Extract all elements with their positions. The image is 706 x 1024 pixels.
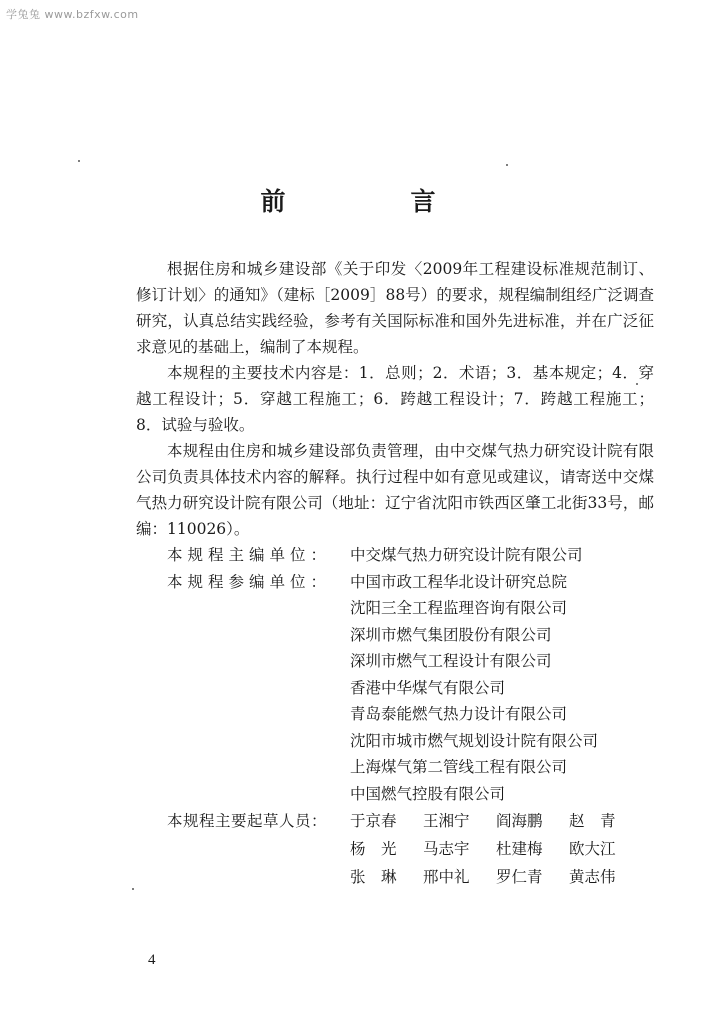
drafters-row bbox=[136, 863, 654, 891]
page-title: 前 言 bbox=[260, 187, 486, 216]
drafters-label: 本规程主要起草人员： bbox=[167, 812, 328, 830]
participating-unit-row bbox=[136, 648, 654, 675]
participating-unit: 沈阳市城市燃气规划设计院有限公司 bbox=[350, 731, 599, 750]
paragraph-management: 本规程由住房和城乡建设部负责管理，由中交煤气热力研究设计院有限公司负责具体技术内容的解释。执行过程中如有意见或建议，请寄送中交煤气热力研究设计院有限公司（地址：辽宁省沈阳市铁西区肇工北街33号，邮编：110026）。 bbox=[136, 442, 654, 538]
drafters-row bbox=[136, 835, 654, 863]
chief-unit-value: 中交煤气热力研究设计院有限公司 bbox=[350, 546, 583, 565]
document-body bbox=[136, 256, 654, 891]
watermark: 学兔兔 www.bzfxw.com bbox=[6, 8, 139, 21]
page-number: 4 bbox=[148, 952, 156, 968]
drafter-name: 黄志伟 bbox=[569, 868, 616, 886]
drafter-name: 张 琳 bbox=[350, 868, 397, 886]
participating-units-label: 本规程参编单位： bbox=[167, 572, 332, 591]
scan-speck bbox=[132, 888, 134, 890]
drafter-name: 邢中礼 bbox=[423, 868, 470, 886]
participating-unit: 上海煤气第二管线工程有限公司 bbox=[350, 758, 568, 777]
drafter-name: 于京春 bbox=[350, 812, 397, 830]
paragraph-basis: 根据住房和城乡建设部《关于印发〈2009年工程建设标准规范制订、修订计划〉的通知》（建标［2009］88号）的要求，规程编制组经广泛调查研究，认真总结实践经验，参考有关国际标准和国外先进标准，并在广泛征求意见的基础上，编制了本规程。 bbox=[136, 260, 654, 356]
participating-unit: 深圳市燃气工程设计有限公司 bbox=[350, 652, 552, 671]
drafter-name: 杨 光 bbox=[350, 840, 397, 858]
participating-unit: 香港中华煤气有限公司 bbox=[350, 678, 506, 697]
chief-unit-row bbox=[136, 542, 654, 569]
drafter-name: 赵 青 bbox=[569, 812, 616, 830]
participating-unit: 中国市政工程华北设计研究总院 bbox=[350, 572, 568, 591]
participating-unit-row bbox=[136, 781, 654, 808]
participating-unit-row bbox=[136, 675, 654, 702]
participating-unit: 青岛泰能燃气热力设计有限公司 bbox=[350, 705, 568, 724]
scan-speck bbox=[506, 164, 508, 166]
drafter-name: 阎海鹏 bbox=[496, 812, 543, 830]
scan-speck bbox=[636, 383, 638, 385]
participating-unit: 沈阳三全工程监理咨询有限公司 bbox=[350, 599, 568, 618]
drafter-name: 马志宇 bbox=[423, 840, 470, 858]
participating-unit-row bbox=[136, 701, 654, 728]
paragraph-contents: 本规程的主要技术内容是：1．总则；2．术语；3．基本规定；4．穿越工程设计；5．穿越工程施工；6．跨越工程设计；7．跨越工程施工；8．试验与验收。 bbox=[136, 364, 654, 434]
participating-unit: 中国燃气控股有限公司 bbox=[350, 784, 506, 803]
participating-unit-row bbox=[136, 754, 654, 781]
drafter-name: 欧大江 bbox=[569, 840, 616, 858]
participating-unit-row bbox=[136, 595, 654, 622]
drafter-name: 罗仁青 bbox=[496, 868, 543, 886]
chief-unit-label: 本规程主编单位： bbox=[167, 546, 332, 565]
participating-unit-row bbox=[136, 728, 654, 755]
participating-unit-row bbox=[136, 622, 654, 649]
drafters-row bbox=[136, 807, 654, 835]
participating-unit: 深圳市燃气集团股份有限公司 bbox=[350, 625, 552, 644]
participating-unit-row bbox=[136, 569, 654, 596]
scan-speck bbox=[78, 160, 80, 162]
drafter-name: 杜建梅 bbox=[496, 840, 543, 858]
drafter-name: 王湘宁 bbox=[423, 812, 470, 830]
